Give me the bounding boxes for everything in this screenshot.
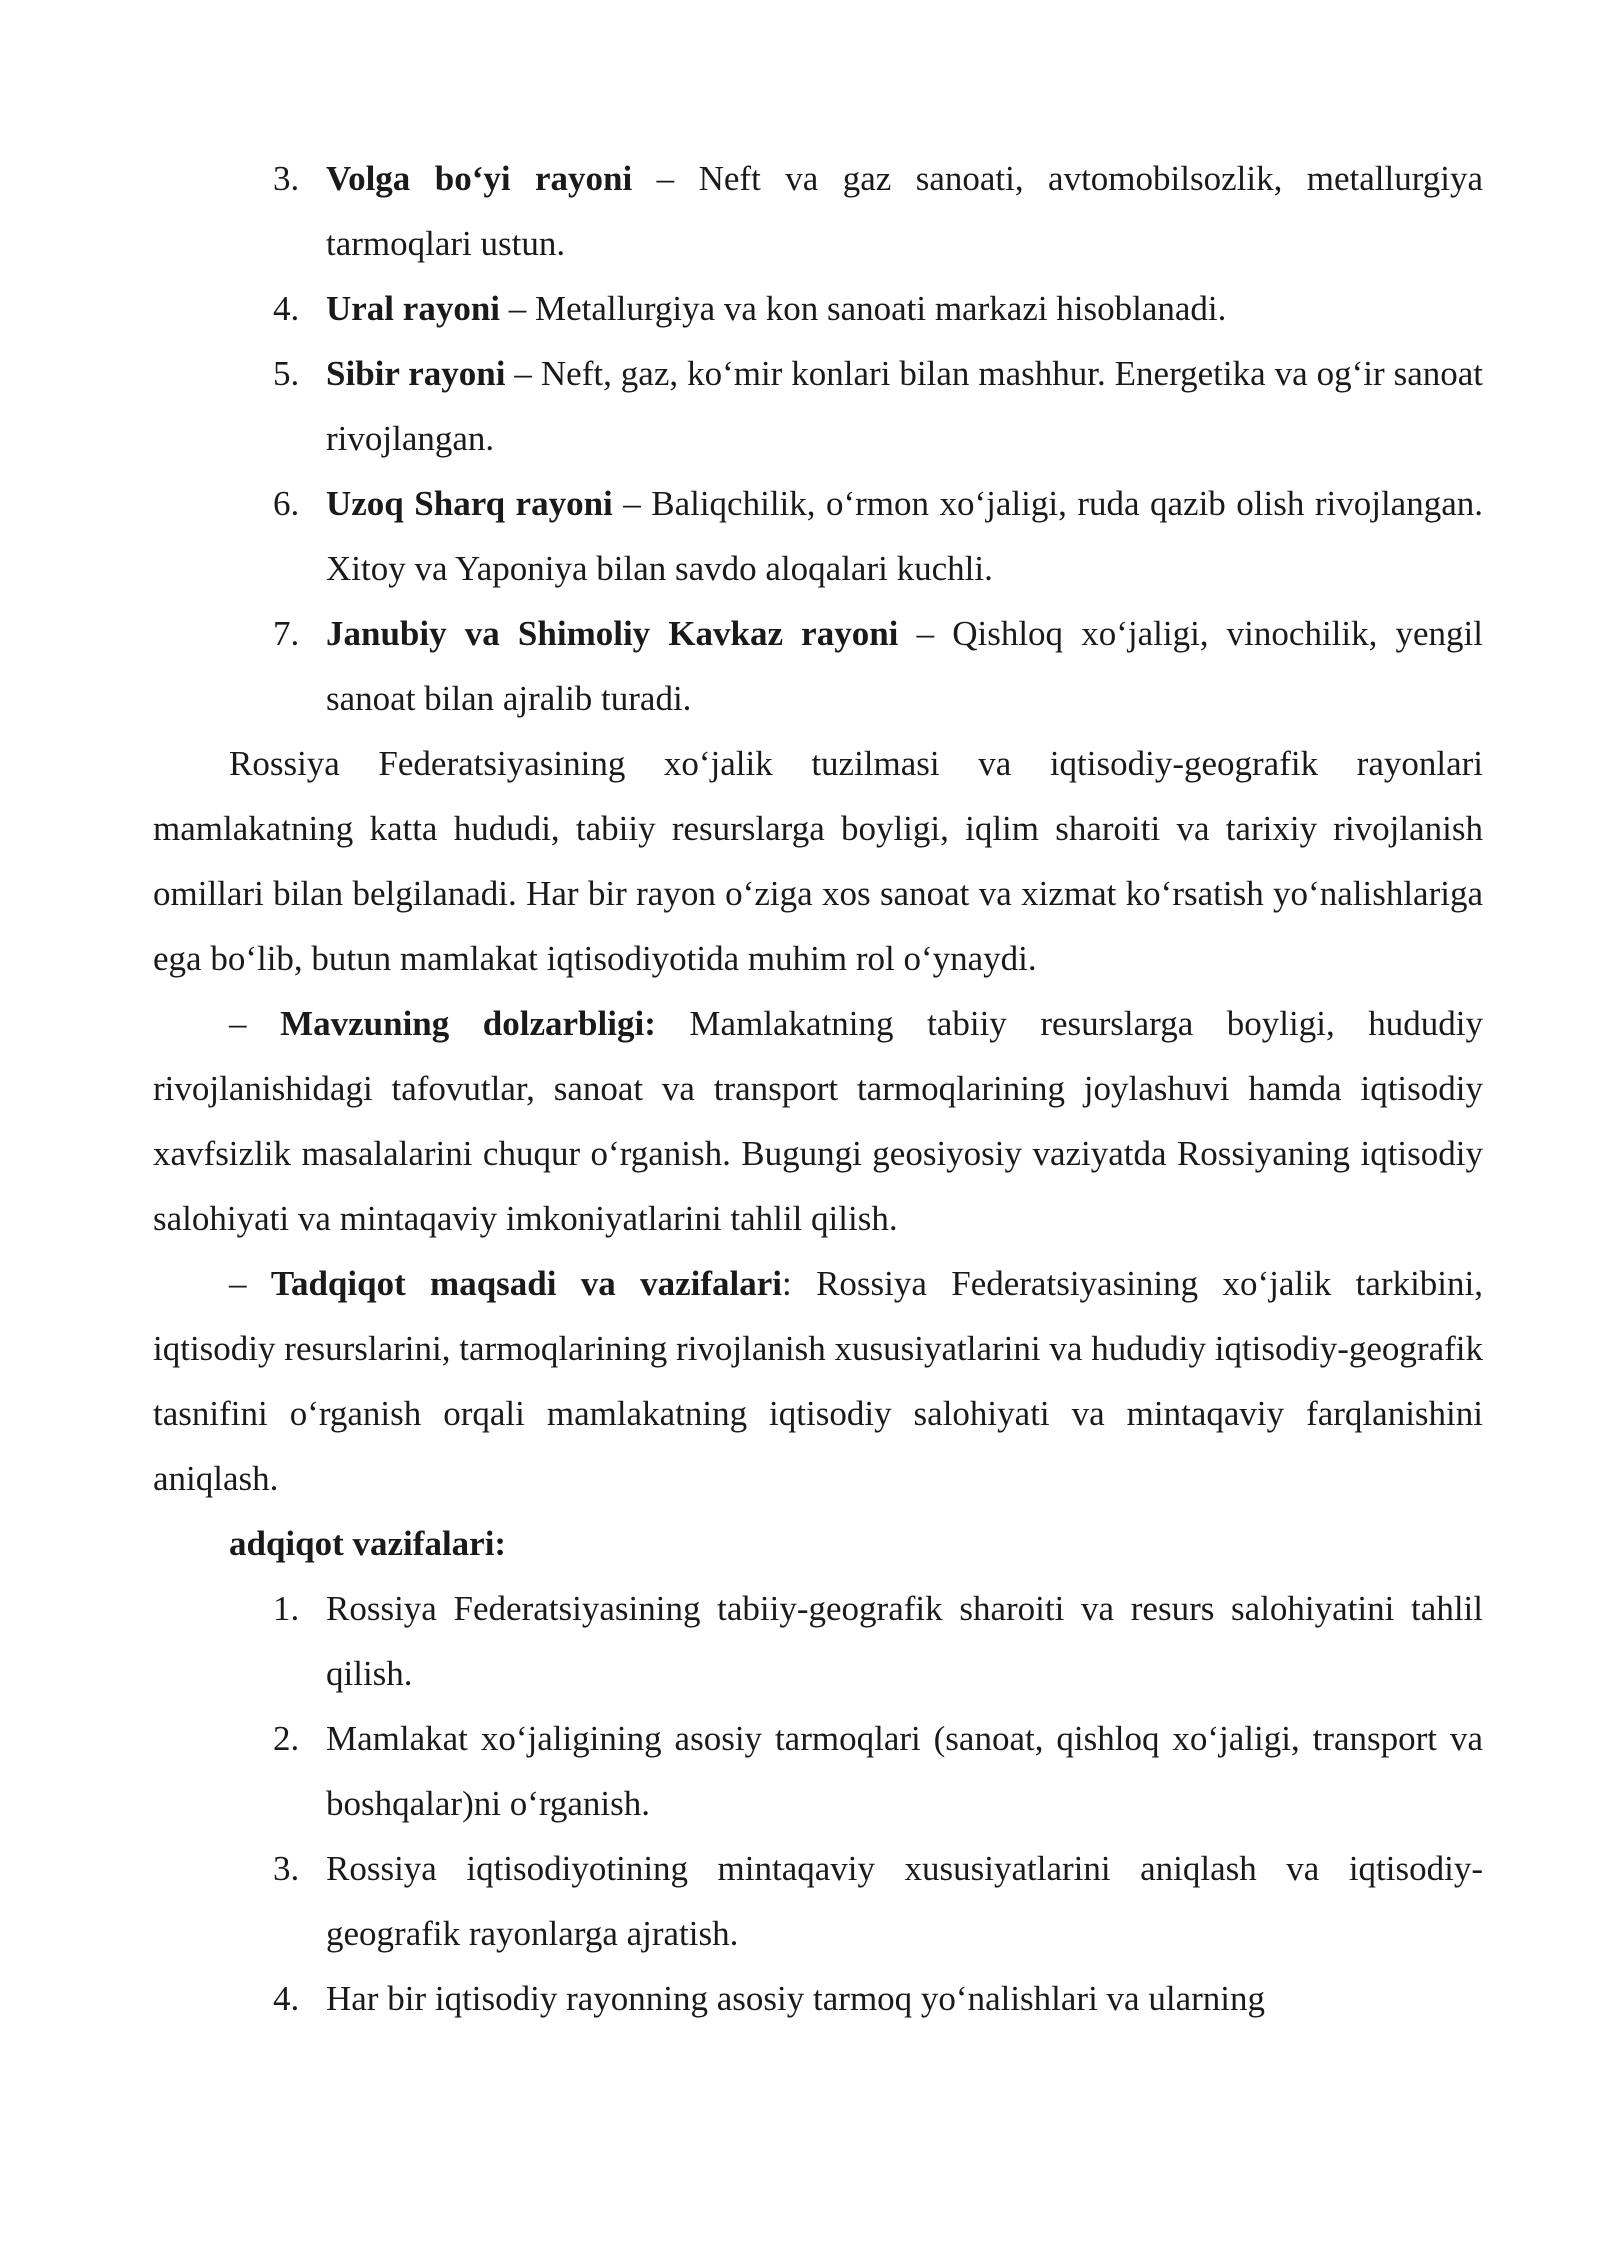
- region-term: Volga bo‘yi rayoni: [326, 159, 633, 198]
- list-number: 5.: [273, 354, 300, 393]
- list-number: 2.: [273, 1719, 300, 1758]
- relevance-text: Mamlakatning tabiiy resurslarga boyligi, hududiy rivojlanishidagi tafovutlar, sanoat va transport tarmoqlarining joylashuvi hamda iqtisodiy xavfsizlik masalalarini chuqur o‘rganish. Bugungi geosiyosiy vaziyatda Rossiyaning iqtisodiy salohiyati va mintaqaviy imkoniyatlarini tahlil qilish.: [153, 1004, 1483, 1238]
- region-term: Ural rayoni: [326, 289, 501, 328]
- tasks-heading-text: adqiqot vazifalari:: [229, 1524, 507, 1563]
- region-term: Janubiy va Shimoliy Kavkaz rayoni: [326, 614, 899, 653]
- goal-text: : Rossiya Federatsiyasining xo‘jalik tarkibini, iqtisodiy resurslarini, tarmoqlarining rivojlanish xususiyatlarini va hududiy iqtisodiy-geografik tasnifini o‘rganish orqali mamlakatning iqtisodiy salohiyati va mintaqaviy farqlanishini aniqlash.: [153, 1264, 1483, 1498]
- list-number: 6.: [273, 484, 300, 523]
- dash: –: [229, 1004, 281, 1043]
- regions-list: [153, 146, 1483, 731]
- relevance-paragraph: [153, 991, 1483, 1251]
- list-number: 3.: [273, 159, 300, 198]
- summary-paragraph: Rossiya Federatsiyasining xo‘jalik tuzilmasi va iqtisodiy-geografik rayonlari mamlakatning katta hududi, tabiiy resurslarga boyligi, iqlim sharoiti va tarixiy rivojlanish omillari bilan belgilanadi. Har bir rayon o‘ziga xos sanoat va xizmat ko‘rsatish yo‘nalishlariga ega bo‘lib, butun mamlakat iqtisodiyotida muhim rol o‘ynaydi.: [153, 744, 1483, 978]
- list-number: 4.: [273, 289, 300, 328]
- list-item: [153, 276, 1483, 341]
- list-item: [153, 601, 1483, 731]
- list-item: [153, 1706, 1483, 1836]
- relevance-term: Mavzuning dolzarbligi:: [280, 1004, 656, 1043]
- tasks-heading: [153, 1511, 1483, 1576]
- task-text: Mamlakat xo‘jaligining asosiy tarmoqlari (sanoat, qishloq xo‘jaligi, transport va boshqalar)ni o‘rganish.: [326, 1719, 1483, 1823]
- task-text: Rossiya iqtisodiyotining mintaqaviy xususiyatlarini aniqlash va iqtisodiy-geografik rayonlarga ajratish.: [326, 1849, 1483, 1953]
- goal-term: Tadqiqot maqsadi va vazifalari: [270, 1264, 783, 1303]
- region-term: Sibir rayoni: [326, 354, 506, 393]
- goal-paragraph: [153, 1251, 1483, 1511]
- list-item: [153, 1576, 1483, 1706]
- region-term: Uzoq Sharq rayoni: [326, 484, 613, 523]
- region-description: – Baliqchilik, o‘rmon xo‘jaligi, ruda qazib olish rivojlangan. Xitoy va Yaponiya bilan savdo aloqalari kuchli.: [326, 484, 1483, 588]
- task-text: Rossiya Federatsiyasining tabiiy-geografik sharoiti va resurs salohiyatini tahlil qilish.: [326, 1589, 1483, 1693]
- list-item: [153, 146, 1483, 276]
- region-description: – Metallurgiya va kon sanoati markazi hisoblanadi.: [500, 289, 1227, 328]
- list-number: 4.: [273, 1979, 300, 2018]
- list-number: 3.: [273, 1849, 300, 1888]
- dash: –: [229, 1264, 271, 1303]
- list-number: 7.: [273, 614, 300, 653]
- region-description: – Neft va gaz sanoati, avtomobilsozlik, metallurgiya tarmoqlari ustun.: [326, 159, 1483, 263]
- region-description: – Neft, gaz, ko‘mir konlari bilan mashhur. Energetika va og‘ir sanoat rivojlangan.: [326, 354, 1483, 458]
- list-item: [153, 471, 1483, 601]
- region-description: – Qishloq xo‘jaligi, vinochilik, yengil sanoat bilan ajralib turadi.: [326, 614, 1483, 718]
- tasks-list: [153, 1576, 1483, 2031]
- task-text: Har bir iqtisodiy rayonning asosiy tarmoq yo‘nalishlari va ularning: [326, 1979, 1265, 2018]
- list-item: [153, 1966, 1483, 2031]
- list-item: [153, 341, 1483, 471]
- list-number: 1.: [273, 1589, 300, 1628]
- document-page: [153, 146, 1483, 2031]
- list-item: [153, 1836, 1483, 1966]
